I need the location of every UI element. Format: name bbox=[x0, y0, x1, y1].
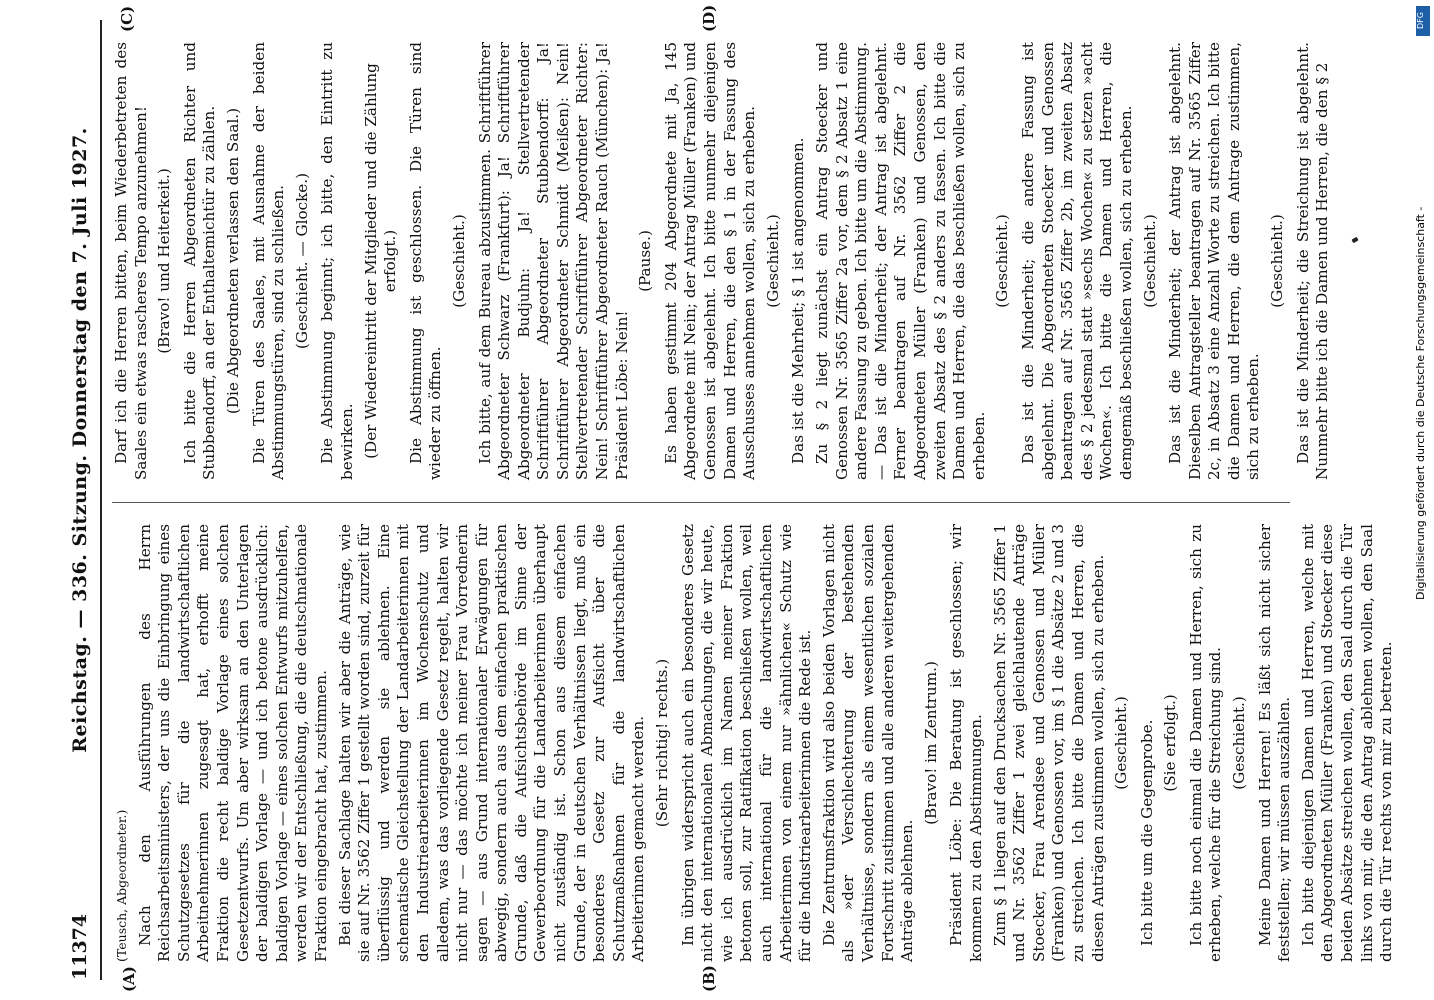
paragraph: Das ist die Mehrheit; § 1 ist angenommen. bbox=[789, 137, 808, 464]
paragraph: Die Abstimmung beginnt; ich bitte, den Eintritt zu bewirken. bbox=[318, 42, 356, 480]
paragraph: Darf ich die Herren bitten, beim Wiederbetreten des Saales ein etwas rascheres Tempo anzunehmen! bbox=[112, 42, 150, 480]
interjection: (Geschieht.) bbox=[1140, 214, 1159, 308]
paragraph: Die Türen des Saales, mit Ausnahme der beiden Abstimmungstüren, sind zu schließen. bbox=[249, 42, 288, 480]
paragraph: Die Abstimmung ist geschlossen. Die Türen sind wieder zu öffnen. bbox=[406, 42, 445, 480]
column-separator bbox=[112, 502, 1290, 503]
digitization-sidebar bbox=[1414, 0, 1434, 1000]
paragraph: Im übrigen widerspricht auch ein besonderes Gesetz nicht den internationalen Abmachungen, die wir heute, wie ich ausdrücklich im Namen meiner Fraktion betonen soll, zur Ratifikation beschließen wollen, weil auch international für die landwirtschaftlichen Arbeiterinnen von einem nur »ähnlichen« Schutz wie für die Industriearbeiterinnen die Rede ist. bbox=[678, 524, 815, 962]
paragraph: Die Zentrumsfraktion wird also beiden Vorlagen nicht als »der Verschlechterung der bestehenden Verhältnisse, sondern als einem wesentlichen sozialen Fortschritt zustimmen und alle anderen weitergehenden Anträge ablehnen. bbox=[819, 524, 917, 962]
paragraph: Das ist die Minderheit; der Antrag ist abgelehnt. Dieselben Antragsteller beantragen auf Nr. 3565 Ziffer 2c, in Absatz 3 eine Anzahl Worte zu streichen. Ich bitte die Damen und Herren, die dem Antrage zustimmen, sich zu erheben. bbox=[1166, 42, 1263, 480]
interjection: (Bravo! im Zentrum.) bbox=[921, 661, 940, 825]
margin-marker-d: (D) bbox=[700, 4, 718, 32]
interjection: (Geschieht.) bbox=[1230, 696, 1249, 790]
header-rule bbox=[100, 20, 102, 980]
paragraph: Nach den Ausführungen des Herrn Reichsarbeitsministers, der uns die Einbringung eines Schutzgesetzes für die landwirtschaftlichen Arbeitnehmerinnen zugesagt hat, erhofft meine Fraktion die recht baldige Vorlage eines solchen Gesetzentwurfs. Um aber wirksam an den Unterlagen der baldigen Vorlage — und ich betone ausdrücklich: baldigen Vorlage — eines solchen Entwurfs mitzuhelfen, werden wir der Entschließung, die die deutschnationale Fraktion eingebracht hat, zustimmen. bbox=[135, 524, 330, 962]
interjection: (Die Abgeordneten verlassen den Saal.) bbox=[223, 107, 242, 415]
paragraph: Es haben gestimmt 204 Abgeordnete mit Ja, 145 Abgeordnete mit Nein; der Antrag Müller (Franken) und Genossen ist abgelehnt. Ich bitte nunmehr diejenigen Damen und Herren, die den § 1 in der Fassung des Ausschusses annehmen wollen, sich zu erheben. bbox=[661, 42, 759, 480]
margin-marker-a: (A) bbox=[120, 966, 138, 992]
interjection: (Geschieht.) bbox=[763, 214, 782, 308]
page-number: 11374 bbox=[69, 913, 91, 980]
interjection: (Geschieht.) bbox=[993, 214, 1012, 308]
dfg-logo: DFG bbox=[1416, 6, 1430, 36]
interjection: (Geschieht.) bbox=[449, 214, 468, 308]
paragraph: Das ist die Minderheit; die andere Fassung ist abgelehnt. Die Abgeordneten Stoecker und Genossen beantragen auf Nr. 3565 Ziffer 2b, im zweiten Absatz des § 2 jedesmal statt »sechs Wochen« zu setzen »acht Wochen«. Ich bitte die Damen und Herren, die demgemäß beschließen wollen, sich zu erheben. bbox=[1018, 42, 1135, 480]
interjection: (Geschieht.) bbox=[1112, 696, 1131, 790]
page-title: Reichstag. — 336. Sitzung. Donnerstag den 7. Juli 1927. bbox=[69, 127, 91, 753]
paragraph: Zum § 1 liegen auf den Drucksachen Nr. 3565 Ziffer 1 und Nr. 3562 Ziffer 1 zwei gleichlautende Anträge Stoecker, Frau Arendsee und Genossen und Müller (Franken) und Genossen vor, im § 1 die Absätze 2 und 3 zu streichen. Ich bitte die Damen und Herren, die diesen Anträgen zustimmen wollen, sich zu erheben. bbox=[990, 524, 1107, 962]
interjection: (Bravo! und Heiterkeit.) bbox=[155, 168, 174, 354]
margin-marker-c: (C) bbox=[118, 5, 136, 32]
paragraph: Zu § 2 liegt zunächst ein Antrag Stoecker und Genossen Nr. 3565 Ziffer 2a vor, dem § 2 Absatz 1 eine andere Fassung zu geben. Ich bitte um die Abstimmung. — Das ist die Minderheit; der Antrag ist abgelehnt. Ferner beantragen auf Nr. 3562 Ziffer 2 die Abgeordneten Müller (Franken) und Genossen, den zweiten Absatz des § 2 anders zu fassen. Ich bitte die Damen und Herren, die das beschließen wollen, sich zu erheben. bbox=[813, 42, 988, 480]
interjection: (Der Wiedereintritt der Mitglieder und die Zählung erfolgt.) bbox=[361, 63, 400, 459]
right-text-column bbox=[112, 42, 1332, 480]
left-text-column bbox=[112, 524, 1396, 962]
paragraph: Ich bitte noch einmal die Damen und Herren, sich zu erheben, welche für die Streichung sind. bbox=[1186, 524, 1225, 962]
interjection: (Geschieht.) bbox=[1268, 214, 1287, 308]
paragraph: Bei dieser Sachlage halten wir aber die Anträge, wie sie auf Nr. 3562 Ziffer 1 gestellt worden sind, zurzeit für überflüssig und werden sie ablehnen. Eine schematische Gleichstellung der Landarbeiterinnen mit den Industriearbeiterinnen im Wochenschutz und alledem, was das vorliegende Gesetz regelt, halten wir nicht nur — das möchte ich meiner Frau Vorrednerin sagen — aus Grund internationaler Erwägungen für abwegig, sondern auch aus dem einfachen praktischen Grunde, daß die Aufsichtsbehörde im Sinne der Gewerbeordnung für die Landarbeiterinnen überhaupt nicht zuständig ist. Schon aus diesem einfachen Grunde, der in deutschen Verhältnissen liegt, muß ein besonderes Gesetz zur Aufsicht über die Schutzmaßnahmen für die landwirtschaftlichen Arbeiterinnen gemacht werden. bbox=[335, 524, 648, 962]
paragraph: Meine Damen und Herren! Es läßt sich nicht sicher feststellen; wir müssen auszählen. bbox=[1255, 524, 1294, 962]
scan-speck bbox=[1351, 237, 1358, 243]
margin-marker-b: (B) bbox=[700, 965, 718, 992]
paragraph: Ich bitte um die Gegenprobe. bbox=[1137, 719, 1156, 946]
paragraph: Ich bitte die Herren Abgeordneten Richter und Stubbendorff, an der Enthaltemichtür zu zählen. bbox=[180, 42, 219, 480]
digitization-credit: Digitalisierung gefördert durch die Deutsche Forschungsgemeinschaft - bbox=[1414, 206, 1427, 600]
paragraph: Das ist die Minderheit; die Streichung ist abgelehnt. Nunmehr bitte ich die Damen und Herren, die den § 2 bbox=[1293, 42, 1332, 480]
interjection: (Sie erfolgt.) bbox=[1161, 694, 1180, 792]
interjection: (Pause.) bbox=[636, 230, 655, 292]
paragraph: Präsident Löbe: Die Beratung ist geschlossen; wir kommen zu den Abstimmungen. bbox=[947, 524, 985, 962]
interjection: (Geschieht. — Glocke.) bbox=[292, 172, 311, 350]
paragraph: Ich bitte, auf dem Bureau abzustimmen. Schriftführer Abgeordneter Schwarz (Frankfurt): Ja! Schriftführer Abgeordneter Budjuhn: Ja! Stellvertretender Schriftführer Abgeordneter Stubbendorff: Ja! Schriftführer Abgeordneter Schmidt (Meißen): Nein! Stellvertretender Schriftführer Abgeordneter Richter: Nein! Schriftführer Abgeordneter Rauch (München): Ja! Präsident Löbe: Nein! bbox=[475, 42, 631, 480]
page-header bbox=[62, 20, 98, 980]
paragraph: (Teusch, Abgeordneter.) bbox=[114, 809, 129, 962]
paragraph: Ich bitte diejenigen Damen und Herren, welche mit den Abgeordneten Müller (Franken) und Stoecker diese beiden Absätze streichen wollen, den Saal durch die Tür links von mir, die den Antrag ablehnen wollen, den Saal durch die Tür rechts von mir zu betreten. bbox=[1298, 524, 1396, 962]
interjection: (Sehr richtig! rechts.) bbox=[653, 658, 672, 828]
